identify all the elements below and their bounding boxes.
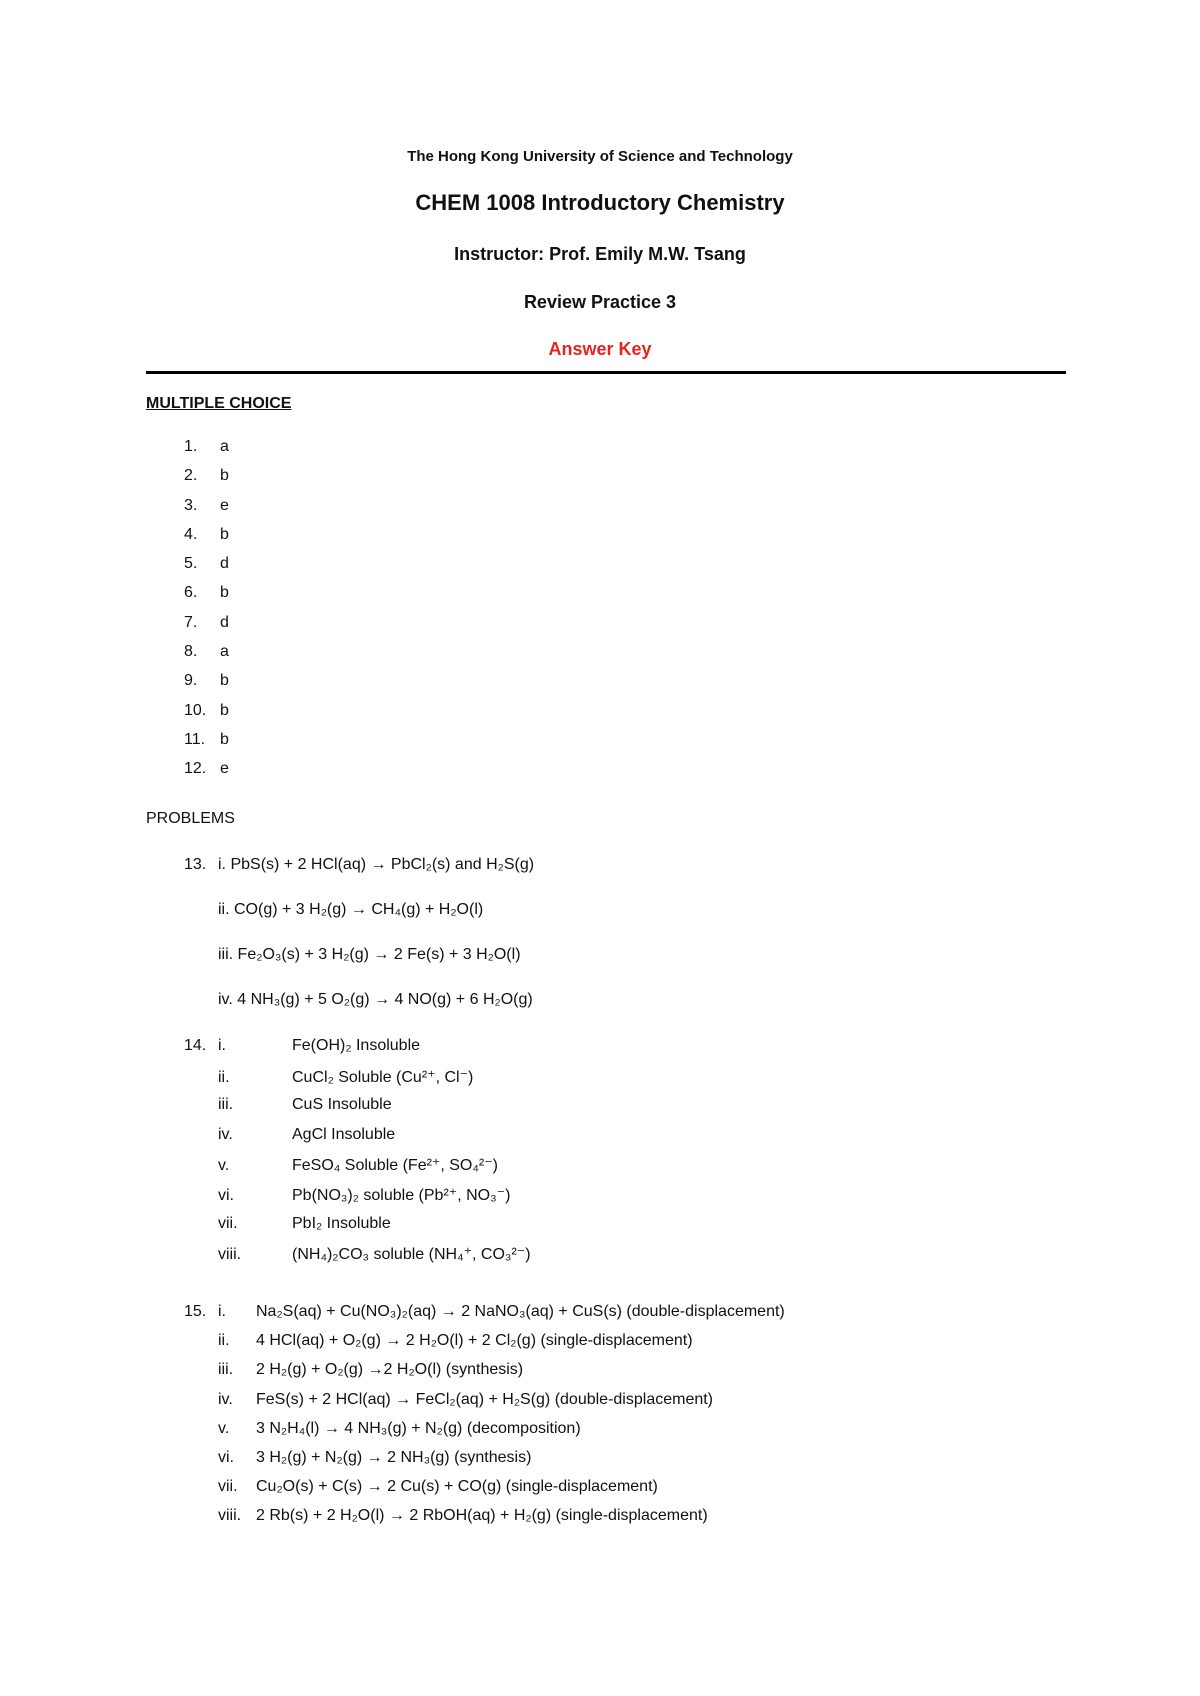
mc-item: [184, 497, 229, 526]
mc-item: [184, 555, 229, 584]
answer-text: (NH₄)₂CO₃ soluble (NH₄⁺, CO₃²⁻): [292, 1246, 531, 1264]
q15-row: [218, 1303, 785, 1321]
answer-text: 3 N₂H₄(l) → 4 NH₃(g) + N₂(g) (decomposition): [256, 1419, 581, 1437]
problems-heading: PROBLEMS: [146, 810, 235, 827]
mc-item: [184, 467, 229, 496]
mc-item: [184, 672, 229, 701]
mc-item-number: 5.: [184, 555, 198, 573]
mc-item-number: 2.: [184, 467, 198, 485]
instructor-line: Instructor: Prof. Emily M.W. Tsang: [454, 244, 746, 264]
answer-text: PbI₂ Insoluble: [292, 1214, 391, 1232]
q14-row: [218, 1067, 473, 1087]
q14-row: [218, 1215, 391, 1233]
mc-item-number: 11.: [184, 730, 206, 748]
mc-item-number: 1.: [184, 438, 198, 455]
mc-item-number: 9.: [184, 672, 198, 690]
q14-row: [218, 1037, 420, 1055]
question-number: 15.: [184, 1303, 207, 1320]
answer-text: Cu₂O(s) + C(s) → 2 Cu(s) + CO(g) (single-displacement): [256, 1478, 658, 1496]
roman-numeral: iii.: [218, 1096, 234, 1114]
answer-text: FeS(s) + 2 HCl(aq) → FeCl₂(aq) + H₂S(g) (double-displacement): [256, 1390, 714, 1408]
mc-item: [184, 438, 229, 467]
answer-text: Na₂S(aq) + Cu(NO₃)₂(aq) → 2 NaNO₃(aq) + CuS(s) (double-displacement): [256, 1303, 785, 1320]
mc-item-answer: e: [220, 760, 229, 778]
roman-numeral: i.: [218, 1303, 226, 1320]
q14-row: [218, 1096, 392, 1114]
q15-row: [218, 1420, 581, 1438]
mc-item-answer: d: [220, 613, 229, 631]
q15-row: [218, 1332, 693, 1350]
roman-numeral: iv.: [218, 1390, 233, 1408]
roman-numeral: vii.: [218, 1214, 238, 1232]
mc-item: [184, 760, 229, 789]
q15-row: [218, 1361, 523, 1379]
mc-item: [184, 584, 229, 613]
roman-numeral: iv.: [218, 1125, 233, 1143]
course-title: CHEM 1008 Introductory Chemistry: [415, 190, 785, 215]
q14-row: [218, 1244, 531, 1264]
answer-text: 3 H₂(g) + N₂(g) → 2 NH₃(g) (synthesis): [256, 1449, 532, 1466]
q15-row: [218, 1449, 531, 1467]
mc-item-number: 10.: [184, 701, 207, 719]
mc-item: [184, 702, 229, 731]
mc-item: [184, 643, 229, 672]
q14-row: [218, 1155, 498, 1175]
q13-equation: iv. 4 NH₃(g) + 5 O₂(g) → 4 NO(g) + 6 H₂O(g): [218, 991, 533, 1008]
mc-item: [184, 526, 229, 555]
answer-text: AgCl Insoluble: [292, 1125, 396, 1143]
answer-text: Pb(NO₃)₂ soluble (Pb²⁺, NO₃⁻): [292, 1187, 511, 1204]
roman-numeral: ii.: [218, 1332, 230, 1350]
q13-equation: ii. CO(g) + 3 H₂(g) → CH₄(g) + H₂O(l): [218, 901, 484, 918]
q14-row: [218, 1185, 510, 1205]
answer-text: CuCl₂ Soluble (Cu²⁺, Cl⁻): [292, 1068, 474, 1086]
mc-item-number: 3.: [184, 496, 198, 514]
university-name: The Hong Kong University of Science and Technology: [407, 148, 793, 165]
multiple-choice-heading: MULTIPLE CHOICE: [146, 395, 292, 412]
mc-item-answer: a: [220, 438, 229, 455]
mc-item: [184, 731, 229, 760]
roman-numeral: i.: [218, 1037, 226, 1054]
mc-item-number: 7.: [184, 613, 198, 631]
mc-item-answer: b: [220, 672, 229, 690]
multiple-choice-list: [184, 438, 229, 790]
question-number: 14.: [184, 1037, 207, 1054]
mc-item-number: 8.: [184, 643, 198, 661]
header-rule: [146, 371, 1066, 374]
answer-text: 2 Rb(s) + 2 H₂O(l) → 2 RbOH(aq) + H₂(g) (single-displacement): [256, 1507, 708, 1525]
mc-item-answer: e: [220, 496, 229, 514]
mc-item-number: 12.: [184, 760, 207, 778]
q15-row: [218, 1391, 713, 1409]
roman-numeral: viii.: [218, 1246, 242, 1264]
mc-item-answer: b: [220, 701, 229, 719]
roman-numeral: v.: [218, 1157, 230, 1175]
mc-item-answer: b: [220, 525, 229, 543]
mc-item-answer: d: [220, 555, 229, 573]
answer-text: 4 HCl(aq) + O₂(g) → 2 H₂O(l) + 2 Cl₂(g) (single-displacement): [256, 1332, 693, 1350]
answer-key-title: Answer Key: [548, 339, 652, 359]
review-title: Review Practice 3: [523, 292, 677, 312]
roman-numeral: iii.: [218, 1361, 234, 1379]
answer-text: Fe(OH)₂ Insoluble: [292, 1037, 421, 1054]
answer-text: CuS Insoluble: [292, 1096, 392, 1114]
q13-equation: iii. Fe₂O₃(s) + 3 H₂(g) → 2 Fe(s) + 3 H₂O(l): [218, 946, 521, 963]
answer-text: FeSO₄ Soluble (Fe²⁺, SO₄²⁻): [292, 1157, 498, 1175]
q13-equation: i. PbS(s) + 2 HCl(aq) → PbCl₂(s) and H₂S(g): [218, 856, 535, 873]
roman-numeral: vii.: [218, 1478, 238, 1496]
roman-numeral: v.: [218, 1419, 230, 1437]
answer-text: 2 H₂(g) + O₂(g) →2 H₂O(l) (synthesis): [256, 1361, 524, 1379]
roman-numeral: viii.: [218, 1507, 242, 1525]
mc-item-answer: a: [220, 643, 229, 661]
question-number: 13.: [184, 856, 207, 873]
mc-item-answer: b: [220, 584, 229, 602]
roman-numeral: vi.: [218, 1187, 234, 1204]
mc-item: [184, 614, 229, 643]
roman-numeral: ii.: [218, 1068, 230, 1086]
q14-row: [218, 1126, 395, 1144]
mc-item-answer: b: [220, 467, 229, 485]
roman-numeral: vi.: [218, 1449, 234, 1466]
mc-item-answer: b: [220, 730, 229, 748]
mc-item-number: 4.: [184, 525, 198, 543]
q15-row: [218, 1478, 658, 1496]
mc-item-number: 6.: [184, 584, 198, 602]
q15-row: [218, 1507, 708, 1525]
